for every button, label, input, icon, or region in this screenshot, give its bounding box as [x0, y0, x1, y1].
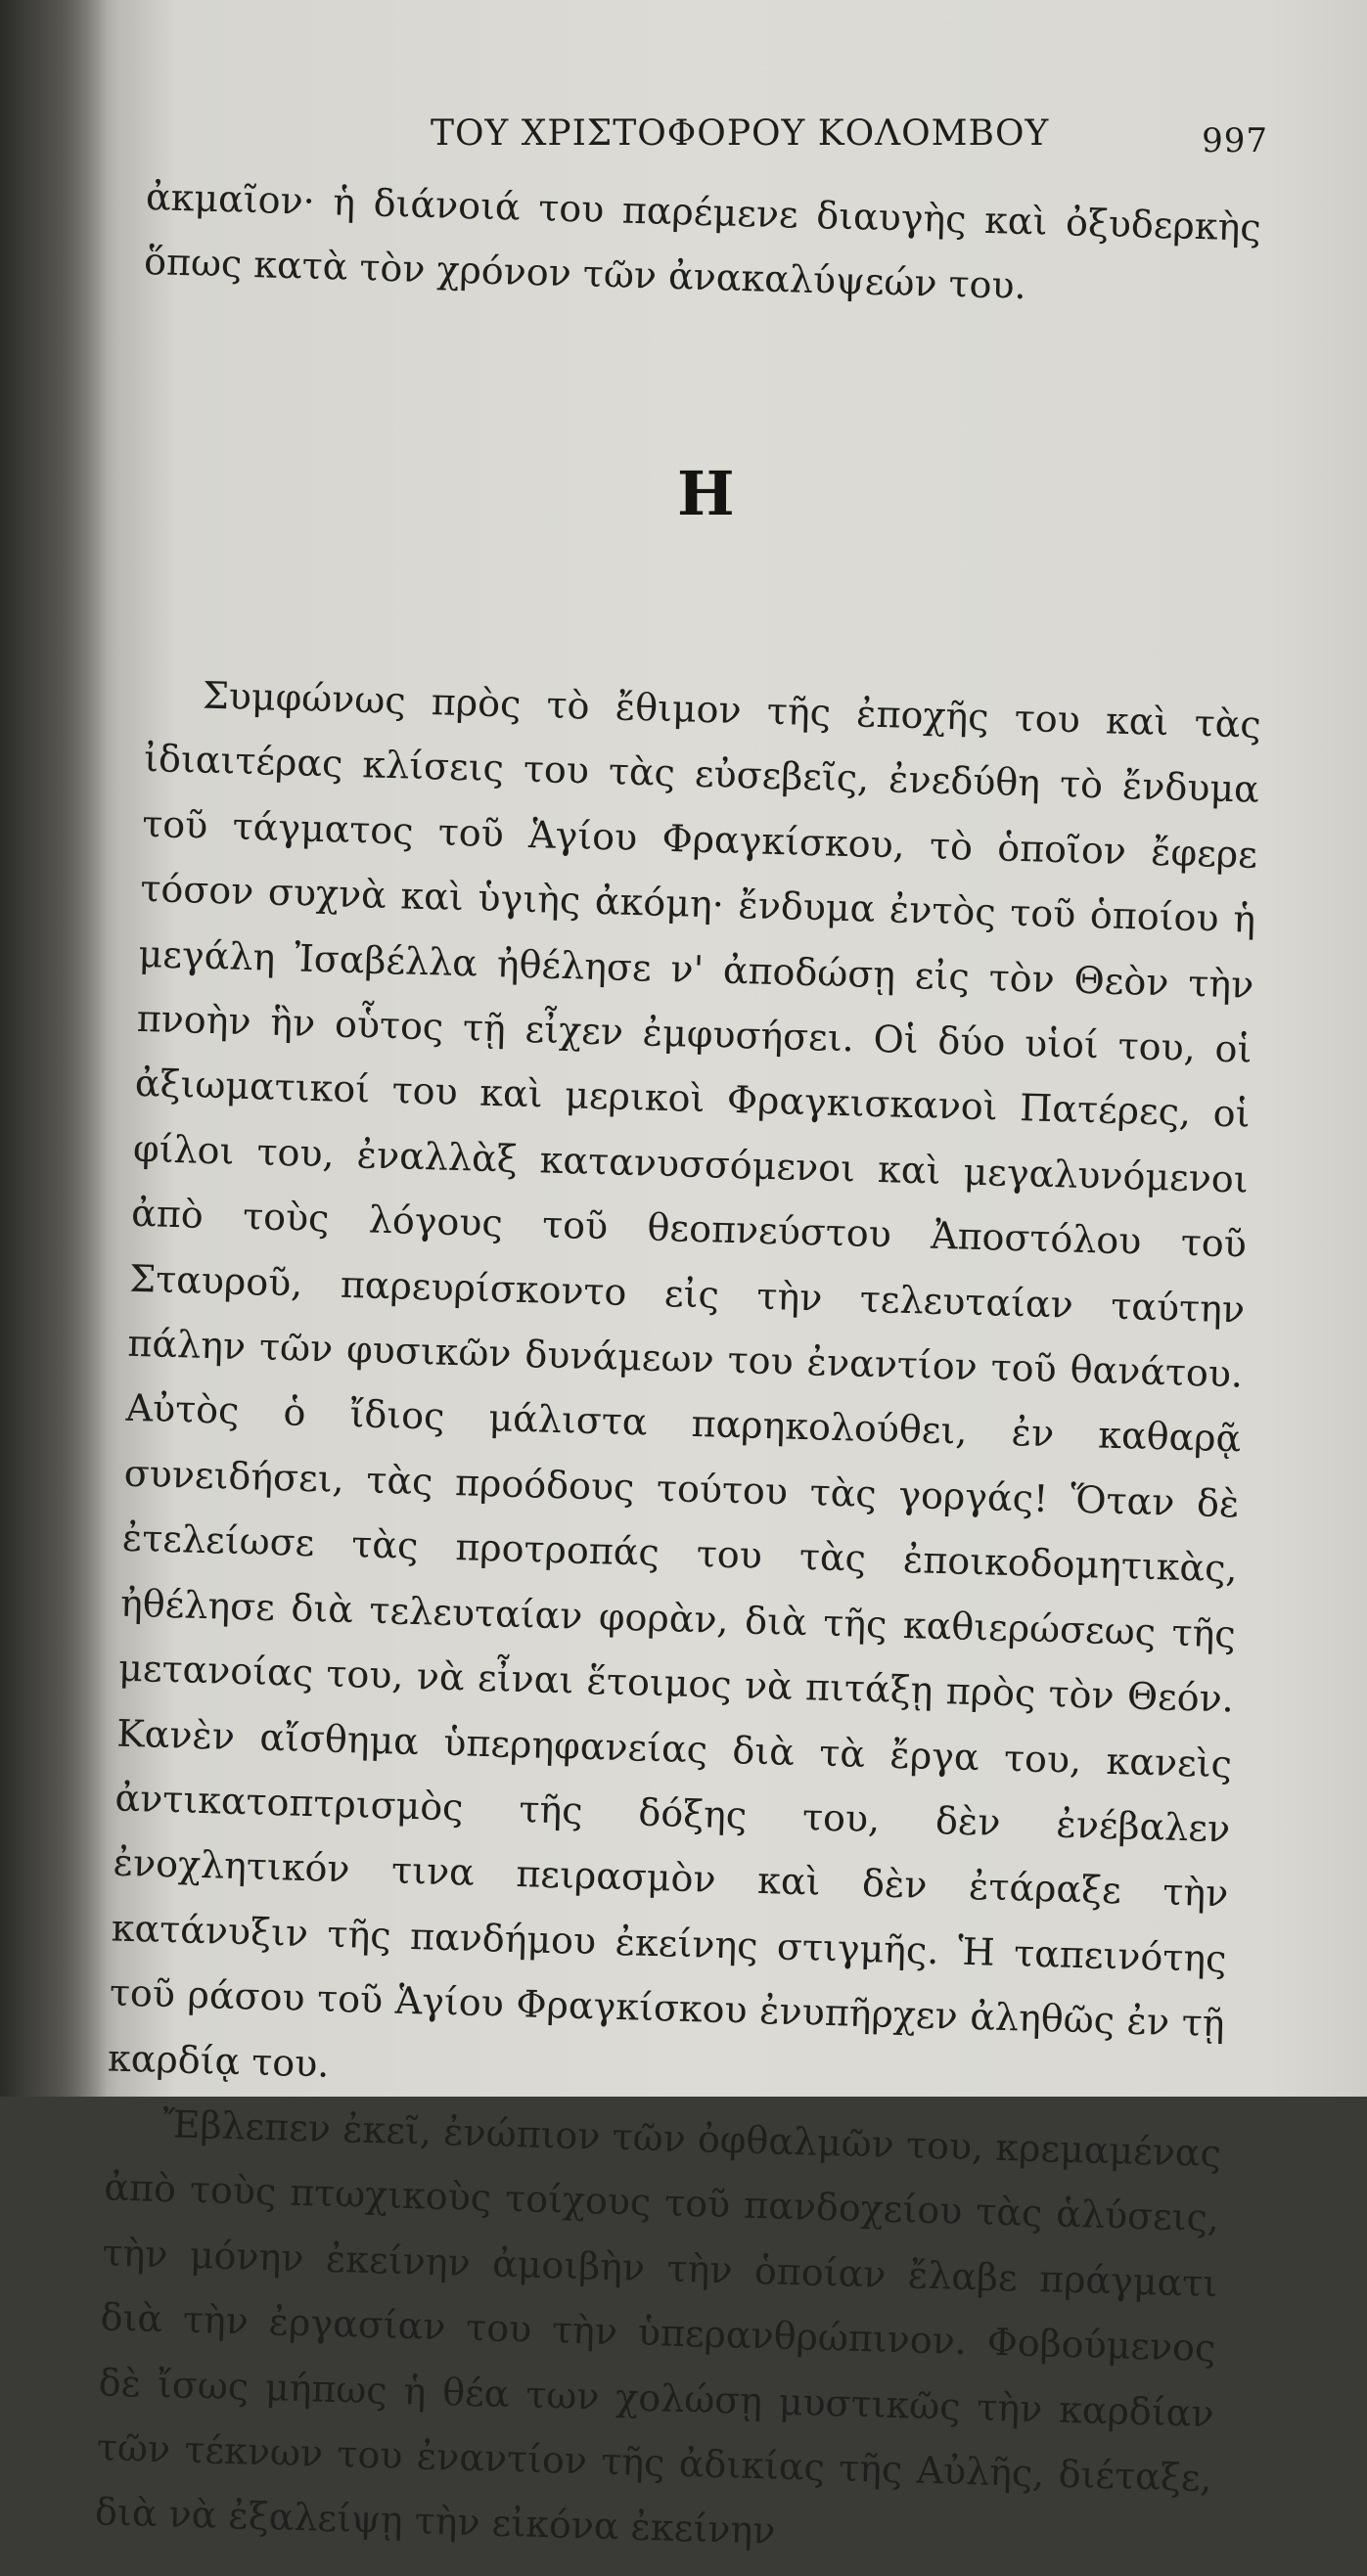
paragraph-2: Ἔβλεπεν ἐκεῖ, ἐνώπιον τῶν ὀφθαλμῶν του, κρεμαμένας ἀπὸ τοὺς πτωχικοὺς τοίχους τοῦ πανδοχείου τὰς ἁλύσεις, τὴν μόνην ἐκείνην ἀμοιβὴν τὴν ὁποίαν ἔλαβε πράγματι διὰ τὴν ἐργασίαν του τὴν ὑπερανθρώπινον. Φοβούμενος δὲ ἴσως μήπως ἡ θέα των χολώσῃ μυστικῶς τὴν καρδίαν τῶν τέκνων του ἐναντίον τῆς ἀδικίας τῆς Αὐλῆς, διέταξε, διὰ νὰ ἐξαλείψῃ τὴν εἰκόνα ἐκείνην — [94, 2101, 1222, 2553]
book-gutter-shadow — [0, 0, 108, 2097]
page-header — [431, 110, 1292, 168]
opening-text-block — [143, 164, 1261, 325]
section-heading: Η — [677, 458, 735, 529]
body-text-block — [94, 661, 1261, 2576]
paragraph-1: Συμφώνως πρὸς τὸ ἔθιμον τῆς ἐποχῆς του καὶ τὰς ἰδιαιτέρας κλίσεις του τὰς εὐσεβεῖς, ἐνεδύθη τὸ ἔνδυμα τοῦ τάγματος τοῦ Ἁγίου Φραγκίσκου, τὸ ὁποῖον ἔφερε τόσον συχνὰ καὶ ὑγιὴς ἀκόμη· ἔνδυμα ἐντὸς τοῦ ὁποίου ἡ μεγάλη Ἰσαβέλλα ἠθέλησε ν' ἀποδώσῃ εἰς τὸν Θεὸν τὴν πνοὴν ἣν οὗτος τῇ εἶχεν ἐμφυσήσει. Οἱ δύο υἱοί του, οἱ ἀξιωματικοί του καὶ μερικοὶ Φραγκισκανοὶ Πατέρες, οἱ φίλοι του, ἐναλλὰξ κατανυσσόμενοι καὶ μεγαλυνόμενοι ἀπὸ τοὺς λόγους τοῦ θεοπνεύστου Ἀποστόλου τοῦ Σταυροῦ, παρευρίσκοντο εἰς τὴν τελευταίαν ταύτην πάλην τῶν φυσικῶν δυνάμεων του ἐναντίον τοῦ θανάτου. Αὐτὸς ὁ ἴδιος μάλιστα παρηκολούθει, ἐν καθαρᾷ συνειδήσει, τὰς προόδους τούτου τὰς γοργάς! Ὅταν δὲ ἐτελείωσε τὰς προτροπάς του τὰς ἐποικοδομητικὰς, ἠθέλησε διὰ τελευταίαν φορὰν, διὰ τῆς καθιερώσεως τῆς μετανοίας του, νὰ εἶναι ἕτοιμος νὰ πιτάξῃ πρὸς τὸν Θεόν. Κανὲν αἴσθημα ὑπερηφανείας διὰ τὰ ἔργα του, κανεὶς ἀντικατοπτρισμὸς τῆς δόξης του, δὲν ἐνέβαλεν ἐνοχλητικόν τινα πειρασμὸν καὶ δὲν ἐτάραξε τὴν κατάνυξιν τῆς πανδήμου ἐκείνης στιγμῆς. Ἡ ταπεινότης τοῦ ράσου τοῦ Ἁγίου Φραγκίσκου ἐνυπῆρχεν ἀληθῶς ἐν τῇ καρδίᾳ του. — [107, 673, 1262, 2086]
running-title: ΤΟΥ ΧΡΙΣΤΟΦΟΡΟΥ ΚΟΛΟΜΒΟΥ — [431, 113, 1050, 154]
opening-paragraph: ἀκμαῖον· ἡ διάνοιά του παρέμενε διαυγὴς καὶ ὀξυδερκὴς ὅπως κατὰ τὸν χρόνον τῶν ἀνακαλύψεών του. — [143, 174, 1262, 308]
page-number: 997 — [1202, 121, 1268, 160]
